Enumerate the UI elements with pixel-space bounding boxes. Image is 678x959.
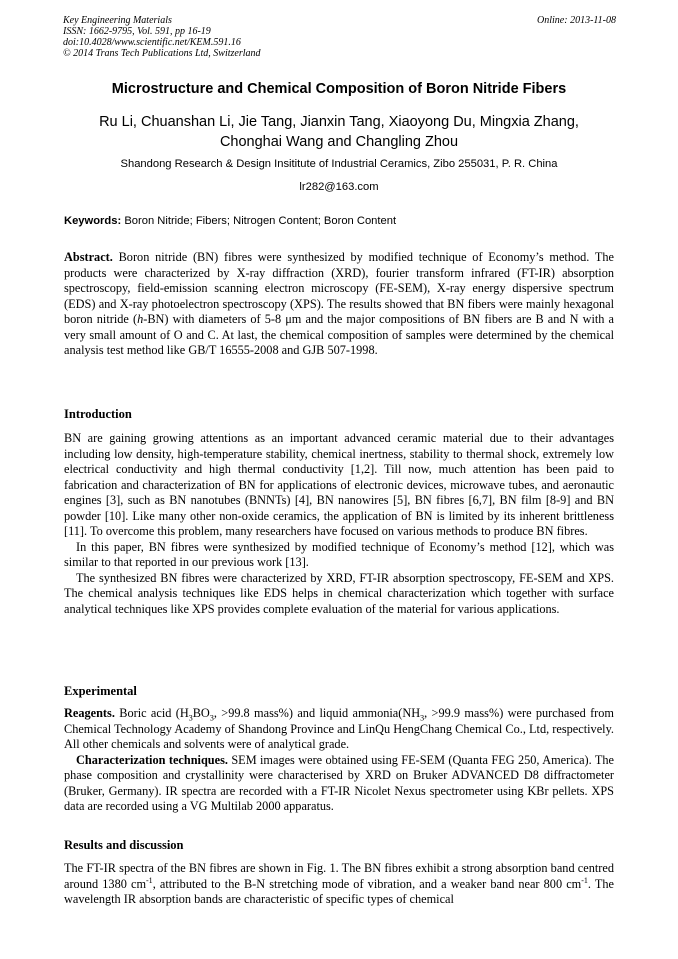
- reagents-text-d: , >99.9 mass%) were purchased from Chemical Technology Academy of Shandong Province and LinQu HengChang Chemical Co., Ltd, respectively. All other chemicals and solvents were of analytical grade.: [64, 706, 614, 751]
- author-email: lr282@163.com: [299, 181, 379, 193]
- keywords-label: Keywords:: [64, 215, 122, 227]
- journal-meta: [63, 15, 616, 59]
- reagents-text-b: BO: [192, 706, 210, 720]
- superscript-minus-1: -1: [146, 875, 153, 885]
- results-text-a: The FT-IR spectra of the BN fibres are shown in Fig. 1. The BN fibres exhibit a strong absorption band centred around 1380 cm: [64, 861, 614, 891]
- reagents-paragraph: [64, 706, 614, 753]
- abstract: [64, 250, 614, 359]
- introduction-body: [64, 431, 614, 617]
- intro-paragraph-3: The synthesized BN fibres were characterized by XRD, FT-IR absorption spectroscopy, FE-SEM and XPS. The chemical analysis techniques like EDS helps in chemical characterization which together with surface analytical techniques like XPS provides complete evaluation of the material for various applications.: [64, 570, 614, 616]
- copyright-line: © 2014 Trans Tech Publications Ltd, Switzerland: [63, 48, 261, 59]
- results-heading: Results and discussion: [64, 838, 184, 852]
- superscript-minus-1: -1: [581, 875, 588, 885]
- abstract-label: Abstract.: [64, 250, 113, 264]
- online-date: Online: 2013-11-08: [537, 15, 616, 26]
- paper-title: Microstructure and Chemical Composition of Boron Nitride Fibers: [111, 81, 567, 97]
- introduction-heading: Introduction: [64, 407, 132, 421]
- journal-name: Key Engineering Materials: [63, 15, 172, 26]
- keywords: [64, 214, 616, 228]
- intro-paragraph-1: BN are gaining growing attentions as an important advanced ceramic material due to their advantages including low density, high-temperature stability, chemical inertness, stability to thermal shock, extremely low electrical conductivity and high thermal conductivity [1,2]. Till now, much attention has been paid to fabrication and characterization of BN for applications of electronic devices, microwave tubes, and aeronautic engines [3], such as BN nanotubes (BNNTs) [4], BN nanowires [5], BN fibres [6,7], BN film [8-9] and BN powder [10]. Like many other non-oxide ceramics, the application of BN is limited by its inherent brittleness [11]. To overcome this problem, many researchers have focused on various methods to produce BN fibres.: [64, 431, 614, 538]
- reagents-text-c: , >99.8 mass%) and liquid ammonia(NH: [213, 706, 421, 720]
- authors-line-2: Chonghai Wang and Changling Zhou: [219, 134, 459, 150]
- intro-paragraph-2: In this paper, BN fibres were synthesized by modified technique of Economy’s method [12], which was similar to that reported in our previous work [13].: [64, 539, 614, 569]
- doi-line: doi:10.4028/www.scientific.net/KEM.591.16: [63, 37, 241, 48]
- abstract-text-b: -BN) with diameters of 5-8 μm and the major compositions of BN fibers are B and N with a very small amount of O and C. At last, the chemical composition of samples were determined by the chemical analysis test method like GB/T 16555-2008 and GJB 507-1998.: [64, 312, 614, 357]
- reagents-text-a: Boric acid (H: [119, 706, 189, 720]
- author-list: [40, 112, 638, 152]
- authors-line-1: Ru Li, Chuanshan Li, Jie Tang, Jianxin Tang, Xiaoyong Du, Mingxia Zhang,: [99, 114, 579, 130]
- abstract-text-h: h: [137, 312, 144, 326]
- issn-line: ISSN: 1662-9795, Vol. 591, pp 16-19: [63, 26, 211, 37]
- characterization-text: SEM images were obtained using FE-SEM (Quanta FEG 250, America). The phase composition and crystallinity were characterised by XRD on Bruker ADVANCED D8 diffractometer (Bruker, Germany). IR spectra are recorded with a FT-IR Nicolet Nexus spectrometer using KBr pellets. XPS data are recorded using a VG Multilab 2000 apparatus.: [64, 752, 614, 813]
- results-body: [64, 861, 614, 908]
- experimental-body: [64, 706, 614, 815]
- characterization-label: Characterization techniques.: [76, 752, 228, 767]
- characterization-paragraph: [64, 753, 614, 815]
- subscript-3: 3: [188, 713, 193, 723]
- results-text-c: . The wavelength IR absorption bands are characteristic of specific types of chemical: [64, 876, 614, 906]
- affiliation: Shandong Research & Design Insititute of Industrial Ceramics, Zibo 255031, P. R. China: [120, 158, 558, 170]
- subscript-3: 3: [420, 713, 425, 723]
- results-text-b: , attributed to the B-N stretching mode of vibration, and a weaker band near 800 cm: [152, 876, 582, 891]
- subscript-3: 3: [209, 713, 214, 723]
- experimental-heading: Experimental: [64, 684, 137, 698]
- keywords-text: Boron Nitride; Fibers; Nitrogen Content; Boron Content: [124, 215, 397, 227]
- abstract-text-a: Boron nitride (BN) fibres were synthesized by modified technique of Economy’s method. The products were characterized by X-ray diffraction (XRD), fourier transform infrared (FT-IR) absorption spectroscopy, field-emission scanning electron microscopy (FE-SEM), X-ray energy dispersive spectrum (EDS) and X-ray photoelectron spectroscopy (XPS). The results showed that BN fibers were mainly hexagonal boron nitride (: [64, 250, 615, 326]
- reagents-label: Reagents.: [64, 706, 115, 720]
